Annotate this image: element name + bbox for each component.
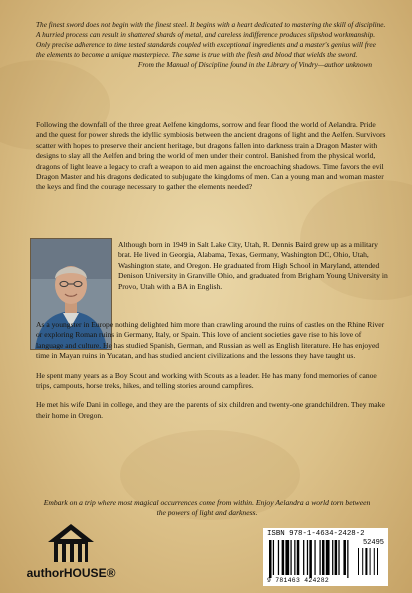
author-bio-paragraph: He met his wife Dani in college, and they are the parents of six children and twenty-one grandchildren. They make their home in Oregon. — [36, 400, 385, 420]
author-bio-paragraph: Although born in 1949 in Salt Lake City, Utah, R. Dennis Baird grew up as a military brat. He lived in Georgia, Alabama, Texas, Germany, Washington DC, Ohio, Utah, Washington state, and Oregon. He graduated from High School in Maryland, attended Denison University in Granville Ohio, and graduated from Brigham Young University in Provo, Utah with a BA in English. — [118, 240, 388, 291]
book-synopsis: Following the downfall of the three great Aelfene kingdoms, sorrow and fear flood the world of Aelandra. Pride and the quest for power shreds the idyllic symbiosis between the ancient dragons of light and the Aelfen. Survivors scatter with hopes to preserve their ancient heritage, but dragons fallen into darkness train a Dragon Master with designs to slay all the Aelfen and bring the world of men under their control. Banished from the physical world, dragons of light leave a legacy to craft a weapon to aid men against the encroaching shadows. Time favors the evil Dragon Master and his dragons dedicated to subjugate the kingdoms of men. Can a young man and woman master the keys and find the courage necessary to gather the elements needed? — [36, 120, 386, 192]
isbn-number: ISBN 978-1-4634-2428-2 — [267, 530, 365, 538]
author-bio-paragraph: He spent many years as a Boy Scout and working with Scouts as a leader. He has many fond memories of canoe trips, campouts, horse treks, hikes, and telling stories around campfires. — [36, 370, 377, 391]
author-bio — [36, 320, 388, 430]
publisher-name: authorHOUSE® — [26, 566, 116, 580]
publisher-house-icon — [26, 522, 116, 566]
author-bio-top — [118, 240, 388, 298]
barcode-digits: 9 781463 424282 — [267, 577, 330, 584]
publisher-logo — [26, 522, 116, 582]
epigraph-text: The finest sword does not begin with the finest steel. It begins with a heart dedicated to mastering the skill of discipline. A hurried process can result in shattered shards of metal, and careless indifference produces slipshod workmanship. Only precise adherence to time tested standards coupled with exceptional ingredients and a master's genius will free the elements to become a unique masterpiece. The same is true with the flesh and blood that wields the sword. — [36, 20, 386, 59]
tagline: Embark on a trip where most magical occurrences come from within. Enjoy Aelandra a world torn between the powers of light and darkness. — [43, 498, 371, 518]
epigraph — [36, 20, 386, 70]
author-bio-paragraph: As a youngster in Europe nothing delighted him more than crawling around the ruins of castles on the Rhine River or exploring Roman ruins in Germany, Italy, or Spain. This love of ancient societies gave rise to his love of language and culture. He has studied Spanish, German, and Russian as well as English literature. He has enjoyed time in Mayan ruins in Yucatan, and has studied ancient civilizations and the lessons they have taught us. — [36, 320, 385, 361]
price-code: 52495 — [362, 539, 384, 547]
isbn-barcode — [263, 528, 388, 586]
epigraph-attribution: From the Manual of Discipline found in the Library of Vindry—author unknown — [137, 60, 372, 69]
